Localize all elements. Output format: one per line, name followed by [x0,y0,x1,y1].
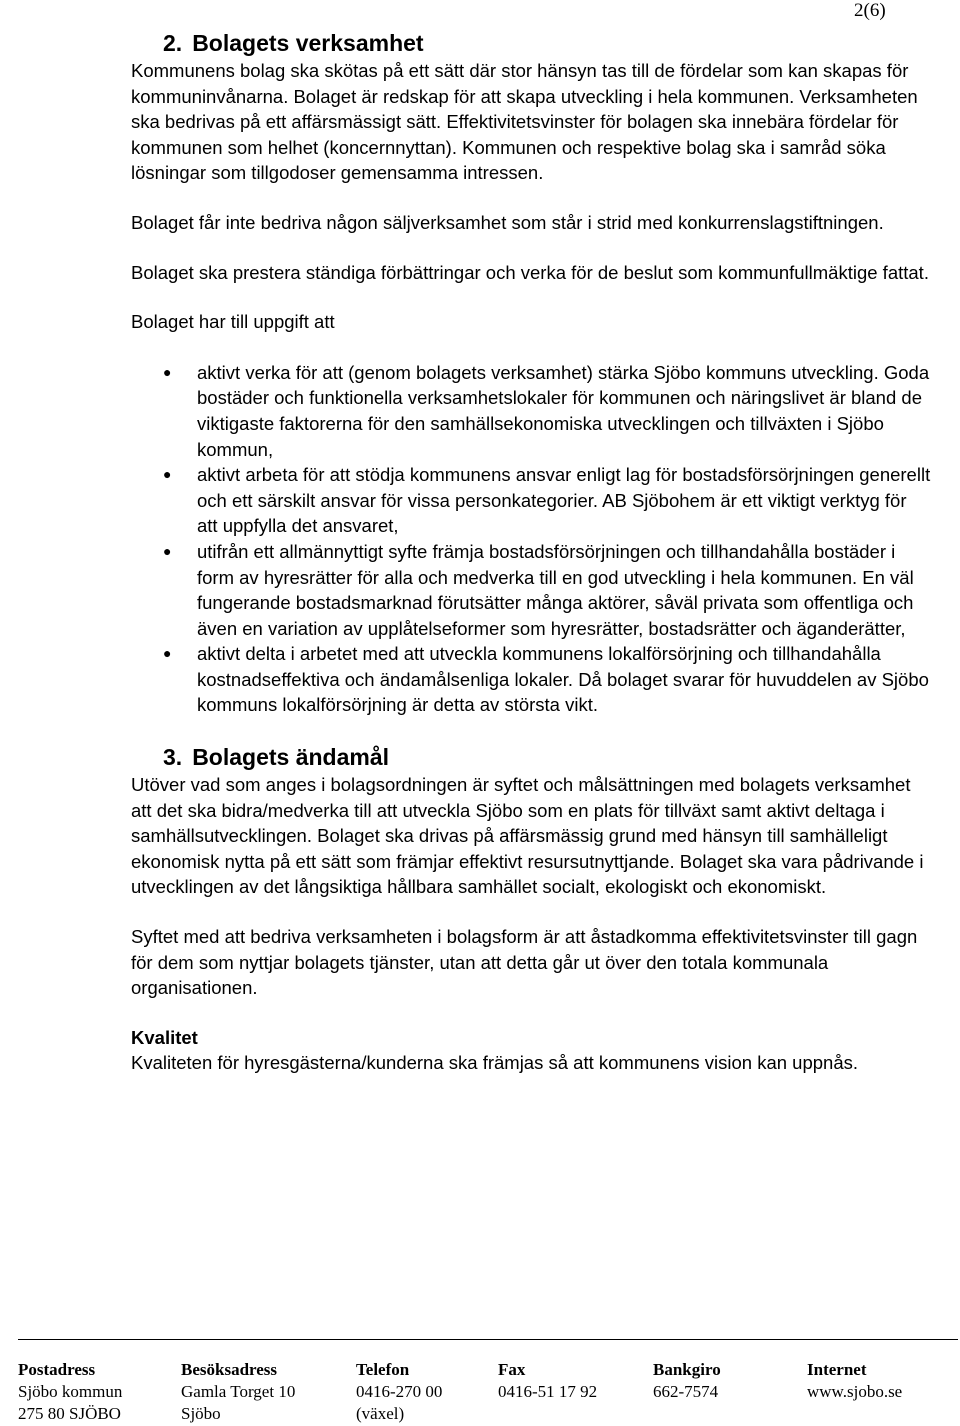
list-item-text: utifrån ett allmännyttigt syfte främja bostadsförsörjningen och tillhandahålla bostäder i form av hyresrätter för alla och medverka till en god utveckling i hela kommunen. En väl fungerande bostadsmarknad förutsätter många aktörer, såväl privata som offentliga och även en variation av upplåtelseformer som hyresrätter, bostadsrätter och äganderätter, [197,540,914,639]
footer-value: 0416-51 17 92 [498,1382,598,1401]
footer-label: Besöksadress [181,1360,278,1379]
footer-postadress [18,1359,122,1425]
list-item-text: aktivt verka för att (genom bolagets verksamhet) stärka Sjöbo kommuns utveckling. Goda bostäder och funktionella verksamhetslokaler för kommunen och näringslivet är bland de viktigaste faktorerna för den samhällsekonomiska utvecklingen och tillväxten i Sjöbo kommun, [197,361,930,460]
footer-value: www.sjobo.se [807,1382,903,1401]
footer-besoksadress [181,1359,295,1425]
footer-value: 275 80 SJÖBO [18,1404,121,1423]
section-2-paragraph-1: Kommunens bolag ska skötas på ett sätt där stor hänsyn tas till de fördelar som kan skapas för kommuninvånarna. Bolaget är redskap för att skapa utveckling i hela kommunen. Verksamheten ska bedrivas på ett affärsmässigt sätt. Effektivitetsvinster för bolagen ska innebära fördelar för kommunen som helhet (koncernnyttan). Kommunen och respektive bolag ska i samråd söka lösningar som tillgodoser gemensamma intressen. [131,60,918,184]
section-2-title: Bolagets verksamhet [192,30,424,56]
footer-value: Sjöbo kommun [18,1382,123,1401]
section-3-title: Bolagets ändamål [192,744,390,771]
footer-label: Internet [807,1360,867,1379]
list-item [131,462,931,539]
footer-value: Sjöbo [181,1404,221,1423]
footer-bankgiro [653,1359,721,1403]
footer-divider [18,1339,958,1340]
list-item-text: aktivt arbeta för att stödja kommunens ansvar enligt lag för bostadsförsörjningen generellt och ett särskilt ansvar för vissa personkategorier. AB Sjöbohem är ett viktigt verktyg för att uppfylla det ansvaret, [197,464,931,537]
bullet-icon: ● [163,466,172,483]
section-2-paragraph-4: Bolaget har till uppgift att [131,311,335,333]
bullet-icon: ● [163,645,172,662]
bullet-icon: ● [163,363,172,380]
task-list [131,360,931,718]
footer-value: Gamla Torget 10 [181,1382,296,1401]
section-3-paragraph-1: Utöver vad som anges i bolagsordningen är syftet och målsättningen med bolagets verksamhet att det ska bidra/medverka till att utveckla Sjöbo som en plats för tillväxt samt aktivt deltaga i samhällsutvecklingen. Bolaget ska drivas på affärsmässig grund med hänsyn till samhälleligt ekonomisk nytta på ett sätt som främjar effektivt resursutnyttjande. Bolaget ska vara pådrivande i utvecklingen av det långsiktiga hållbara samhället socialt, ekologiskt och ekonomiskt. [131,774,924,898]
section-3-paragraph-2: Syftet med att bedriva verksamheten i bolagsform är att åstadkomma effektivitetsvinster till gagn för dem som nyttjar bolagets tjänster, utan att detta går ut över den totala kommunala organisationen. [131,926,918,999]
section-2-heading [163,28,960,58]
list-item [131,360,931,462]
section-2-paragraph-3: Bolaget ska prestera ständiga förbättringar och verka för de beslut som kommunfullmäktige fattat. [131,261,929,283]
footer-fax [498,1359,597,1403]
footer-value: 662-7574 [653,1382,719,1401]
kvalitet-paragraph: Kvaliteten för hyresgästerna/kunderna ska främjas så att kommunens vision kan uppnås. [131,1052,859,1074]
footer-value: 0416-270 00 [356,1382,443,1401]
footer-internet [807,1359,902,1403]
bullet-icon: ● [163,542,172,559]
footer-label: Telefon [356,1360,410,1379]
section-2-number: 2. [163,30,183,56]
kvalitet-heading: Kvalitet [131,1026,198,1048]
footer-telefon [356,1359,442,1425]
section-2-paragraph-2: Bolaget får inte bedriva någon säljverksamhet som står i strid med konkurrenslagstiftningen. [131,211,884,233]
page-number: 2(6) [854,0,886,21]
section-3-heading [163,742,960,772]
footer-label: Bankgiro [653,1360,721,1379]
list-item [131,539,931,641]
document-body [131,28,931,1076]
list-item-text: aktivt delta i arbetet med att utveckla kommunens lokalförsörjning och tillhandahålla kostnadseffektiva och ändamålsenliga lokaler. Då bolaget svarar för huvuddelen av Sjöbo kommuns lokalförsörjning är detta av största vikt. [197,643,929,716]
list-item [131,641,931,718]
footer-label: Fax [498,1360,526,1379]
section-3-number: 3. [163,744,183,771]
footer-label: Postadress [18,1360,96,1379]
footer-value: (växel) [356,1404,405,1423]
